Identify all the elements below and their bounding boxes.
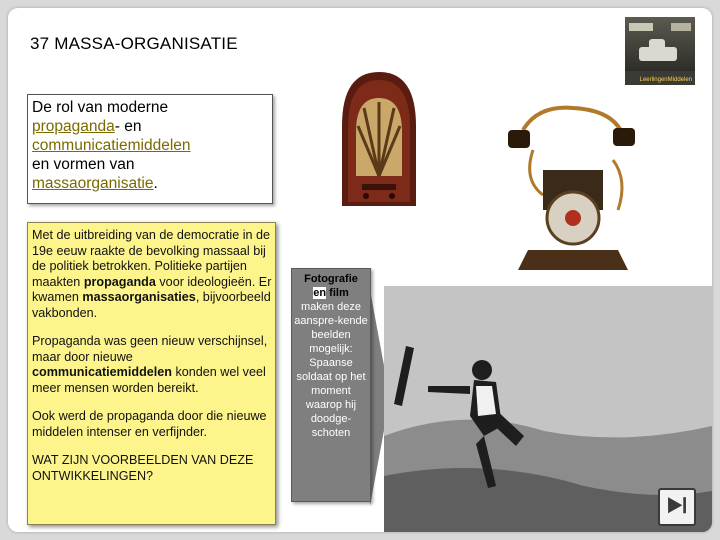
callout-film: film [329,287,349,299]
paragraph-2 [32,334,275,396]
paragraph-3: Ook werd de propaganda door die nieuwe middelen intenser en verfijnder. [32,409,267,439]
vintage-radio-image [334,66,424,208]
slide [8,8,712,532]
thumbnail-sign [629,23,653,31]
paragraph-4-question: WAT ZIJN VOORBEELDEN VAN DEZE ONTWIKKELINGEN? [32,453,254,483]
p2-text-c: konden wel veel meer mensen worden bereikt. [32,365,266,395]
intro-text-4: . [153,175,158,192]
tank-icon [639,47,677,61]
next-slide-button[interactable] [658,488,696,526]
antique-telephone-image [503,100,638,275]
thumbnail-caption: LeerlingenMiddelen [639,77,692,83]
callout-text: maken deze aanspre-kende beelden mogelijk: Spaanse soldaat op het moment waarop hij doodge-schoten [294,301,368,439]
thumbnail-sign-2 [671,23,691,31]
p1-text-c: voor ideologieën. Er kwamen [32,274,272,304]
callout-en: en [313,287,327,299]
skip-forward-icon [660,490,694,524]
communicatiemiddelen-link[interactable]: communicatiemiddelen [32,137,191,154]
p1-bold-propaganda: propaganda [83,274,156,289]
paragraph-1 [32,228,275,321]
callout-fotografie: Fotografie [304,273,358,285]
intro-text-2: - en [114,118,142,135]
p2-text-a: Propaganda was geen nieuw verschijnsel, maar door nieuwe [32,334,268,364]
intro-text-3: en vormen van [32,156,135,173]
p1-bold-massaorganisaties: massaorganisaties [82,290,196,304]
intro-box [27,94,273,204]
intro-text-1: De rol van moderne [32,99,169,116]
photo-film-callout [291,268,371,502]
massaorganisatie-link[interactable]: massaorganisatie [32,175,154,192]
slide-title: 37 MASSA-ORGANISATIE [30,34,238,53]
p1-text-a: Met de uitbreiding van de democratie in de 19e eeuw raakte de bevolking massaal bij de politiek betrokken. Politieke partijen maakten [32,228,271,289]
tank-thumbnail-image[interactable] [625,17,695,85]
body-text-box [27,222,276,525]
propaganda-link[interactable]: propaganda [32,118,115,135]
p1-text-e: , bijvoorbeeld vakbonden. [32,290,271,320]
p2-bold-communicatiemiddelen: communicatiemiddelen [32,365,172,379]
